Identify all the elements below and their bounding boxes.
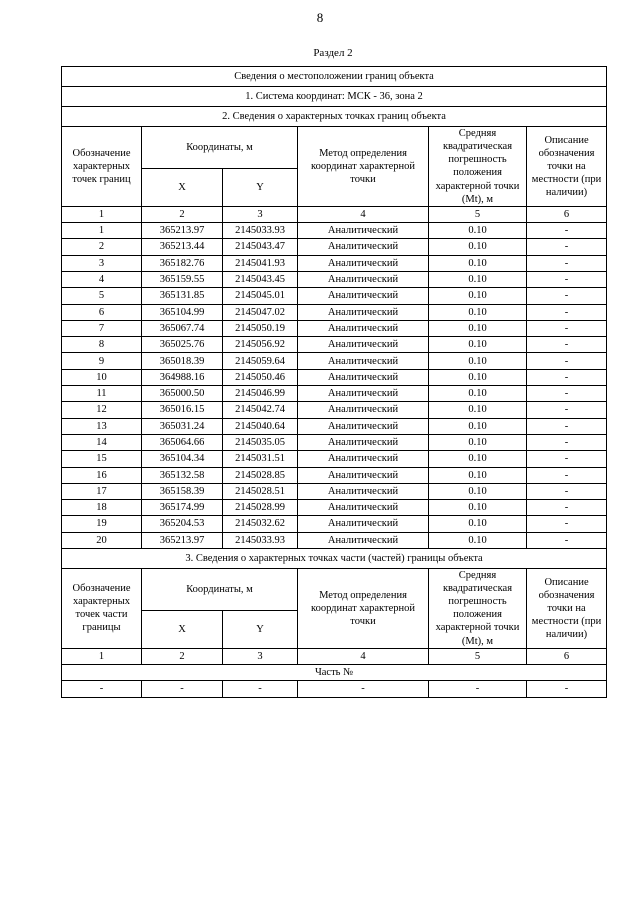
point-method: Аналитический — [298, 483, 429, 499]
table-row — [62, 223, 607, 239]
section-title: Раздел 2 — [313, 47, 353, 59]
point-number: 6 — [62, 304, 142, 320]
parts-header-point: Обозначение характерных точек части границы — [62, 568, 142, 648]
point-description: - — [527, 467, 607, 483]
column-number: 2 — [142, 648, 223, 664]
point-method: Аналитический — [298, 255, 429, 271]
point-x: 365204.53 — [142, 516, 223, 532]
point-method: Аналитический — [298, 337, 429, 353]
point-description: - — [527, 483, 607, 499]
point-x: 365213.44 — [142, 239, 223, 255]
point-description: - — [527, 369, 607, 385]
point-method: Аналитический — [298, 304, 429, 320]
part-empty-row — [62, 681, 607, 697]
header-point: Обозначение характерных точек границ — [62, 127, 142, 207]
point-number: 10 — [62, 369, 142, 385]
point-mt: 0.10 — [429, 467, 527, 483]
point-mt: 0.10 — [429, 532, 527, 548]
point-description: - — [527, 239, 607, 255]
point-method: Аналитический — [298, 239, 429, 255]
point-description: - — [527, 288, 607, 304]
point-x: 365018.39 — [142, 353, 223, 369]
point-method: Аналитический — [298, 271, 429, 287]
point-x: 365000.50 — [142, 386, 223, 402]
header-y: Y — [223, 168, 298, 206]
parts-header-error: Средняя квадратическая погрешность положения характерной точки (Mt), м — [429, 568, 527, 648]
point-x: 365182.76 — [142, 255, 223, 271]
parts-header-method: Метод определения координат характерной точки — [298, 568, 429, 648]
table-row — [62, 467, 607, 483]
point-method: Аналитический — [298, 288, 429, 304]
point-method: Аналитический — [298, 467, 429, 483]
table-row — [62, 255, 607, 271]
point-description: - — [527, 451, 607, 467]
column-number: 1 — [62, 206, 142, 222]
header-error: Средняя квадратическая погрешность положения характерной точки (Mt), м — [429, 127, 527, 207]
parts-header-description: Описание обозначения точки на местности (при наличии) — [527, 568, 607, 648]
point-number: 16 — [62, 467, 142, 483]
point-mt: 0.10 — [429, 223, 527, 239]
point-method: Аналитический — [298, 369, 429, 385]
point-x: 365104.34 — [142, 451, 223, 467]
point-mt: 0.10 — [429, 483, 527, 499]
point-method: Аналитический — [298, 418, 429, 434]
part-cell: - — [223, 681, 298, 697]
part-cell: - — [527, 681, 607, 697]
point-x: 365159.55 — [142, 271, 223, 287]
point-y: 2145028.85 — [223, 467, 298, 483]
point-description: - — [527, 500, 607, 516]
point-mt: 0.10 — [429, 353, 527, 369]
header-coords: Координаты, м — [142, 127, 298, 169]
parts-header-x: X — [142, 610, 223, 648]
point-number: 13 — [62, 418, 142, 434]
point-number: 8 — [62, 337, 142, 353]
page-number: 8 — [316, 10, 324, 25]
point-x: 365067.74 — [142, 320, 223, 336]
point-number: 19 — [62, 516, 142, 532]
point-number: 7 — [62, 320, 142, 336]
point-description: - — [527, 337, 607, 353]
point-mt: 0.10 — [429, 271, 527, 287]
point-description: - — [527, 386, 607, 402]
column-number: 4 — [298, 206, 429, 222]
point-description: - — [527, 304, 607, 320]
point-y: 2145033.93 — [223, 223, 298, 239]
point-description: - — [527, 320, 607, 336]
part-cell: - — [429, 681, 527, 697]
point-method: Аналитический — [298, 223, 429, 239]
table-row — [62, 516, 607, 532]
point-mt: 0.10 — [429, 500, 527, 516]
column-number: 3 — [223, 206, 298, 222]
parts-header-y: Y — [223, 610, 298, 648]
point-y: 2145031.51 — [223, 451, 298, 467]
table-row — [62, 320, 607, 336]
point-description: - — [527, 353, 607, 369]
point-mt: 0.10 — [429, 386, 527, 402]
point-y: 2145046.99 — [223, 386, 298, 402]
point-y: 2145045.01 — [223, 288, 298, 304]
point-y: 2145041.93 — [223, 255, 298, 271]
point-x: 365104.99 — [142, 304, 223, 320]
point-mt: 0.10 — [429, 369, 527, 385]
point-mt: 0.10 — [429, 434, 527, 450]
point-method: Аналитический — [298, 532, 429, 548]
point-x: 365174.99 — [142, 500, 223, 516]
points-section-title: 2. Сведения о характерных точках границ объекта — [62, 107, 607, 127]
point-y: 2145056.92 — [223, 337, 298, 353]
point-description: - — [527, 434, 607, 450]
point-mt: 0.10 — [429, 402, 527, 418]
table-row — [62, 386, 607, 402]
point-y: 2145047.02 — [223, 304, 298, 320]
table-row — [62, 239, 607, 255]
table-row — [62, 369, 607, 385]
point-method: Аналитический — [298, 451, 429, 467]
point-y: 2145040.64 — [223, 418, 298, 434]
point-y: 2145028.99 — [223, 500, 298, 516]
table-row — [62, 288, 607, 304]
header-x: X — [142, 168, 223, 206]
column-number: 6 — [527, 648, 607, 664]
table-row — [62, 451, 607, 467]
table-row — [62, 353, 607, 369]
point-number: 2 — [62, 239, 142, 255]
point-number: 1 — [62, 223, 142, 239]
table-row — [62, 402, 607, 418]
point-number: 9 — [62, 353, 142, 369]
point-description: - — [527, 402, 607, 418]
point-number: 18 — [62, 500, 142, 516]
table-row — [62, 304, 607, 320]
column-numbers-row — [62, 206, 607, 222]
point-mt: 0.10 — [429, 320, 527, 336]
point-mt: 0.10 — [429, 516, 527, 532]
part-label: Часть № — [62, 665, 607, 681]
header-method: Метод определения координат характерной точки — [298, 127, 429, 207]
point-x: 365031.24 — [142, 418, 223, 434]
part-cell: - — [142, 681, 223, 697]
point-x: 365158.39 — [142, 483, 223, 499]
point-number: 4 — [62, 271, 142, 287]
point-x: 365132.58 — [142, 467, 223, 483]
point-description: - — [527, 271, 607, 287]
part-cell: - — [298, 681, 429, 697]
column-number: 1 — [62, 648, 142, 664]
point-description: - — [527, 223, 607, 239]
parts-column-numbers-row — [62, 648, 607, 664]
point-description: - — [527, 532, 607, 548]
column-number: 3 — [223, 648, 298, 664]
table-row — [62, 434, 607, 450]
point-method: Аналитический — [298, 500, 429, 516]
table-row — [62, 337, 607, 353]
point-y: 2145032.62 — [223, 516, 298, 532]
parts-header-coords: Координаты, м — [142, 568, 298, 610]
point-mt: 0.10 — [429, 418, 527, 434]
point-x: 365016.15 — [142, 402, 223, 418]
point-mt: 0.10 — [429, 304, 527, 320]
point-method: Аналитический — [298, 353, 429, 369]
point-mt: 0.10 — [429, 288, 527, 304]
point-x: 365025.76 — [142, 337, 223, 353]
point-number: 5 — [62, 288, 142, 304]
table-row — [62, 483, 607, 499]
point-number: 15 — [62, 451, 142, 467]
point-y: 2145050.19 — [223, 320, 298, 336]
point-x: 365213.97 — [142, 223, 223, 239]
point-number: 3 — [62, 255, 142, 271]
point-y: 2145043.47 — [223, 239, 298, 255]
point-y: 2145042.74 — [223, 402, 298, 418]
parts-section-title: 3. Сведения о характерных точках части (частей) границы объекта — [62, 548, 607, 568]
coord-system: 1. Система координат: МСК - 36, зона 2 — [62, 87, 607, 107]
point-description: - — [527, 516, 607, 532]
point-method: Аналитический — [298, 434, 429, 450]
point-mt: 0.10 — [429, 239, 527, 255]
point-number: 14 — [62, 434, 142, 450]
point-y: 2145059.64 — [223, 353, 298, 369]
point-method: Аналитический — [298, 320, 429, 336]
column-number: 2 — [142, 206, 223, 222]
point-number: 17 — [62, 483, 142, 499]
table-row — [62, 532, 607, 548]
part-cell: - — [62, 681, 142, 697]
point-description: - — [527, 418, 607, 434]
point-method: Аналитический — [298, 402, 429, 418]
point-number: 11 — [62, 386, 142, 402]
point-y: 2145028.51 — [223, 483, 298, 499]
table-title: Сведения о местоположении границ объекта — [62, 67, 607, 87]
point-mt: 0.10 — [429, 451, 527, 467]
point-y: 2145033.93 — [223, 532, 298, 548]
boundaries-table — [61, 66, 607, 698]
table-row — [62, 418, 607, 434]
table-row — [62, 271, 607, 287]
point-mt: 0.10 — [429, 337, 527, 353]
point-x: 364988.16 — [142, 369, 223, 385]
point-mt: 0.10 — [429, 255, 527, 271]
column-number: 5 — [429, 206, 527, 222]
point-x: 365064.66 — [142, 434, 223, 450]
header-description: Описание обозначения точки на местности (при наличии) — [527, 127, 607, 207]
point-y: 2145035.05 — [223, 434, 298, 450]
point-y: 2145050.46 — [223, 369, 298, 385]
point-method: Аналитический — [298, 516, 429, 532]
column-number: 5 — [429, 648, 527, 664]
point-method: Аналитический — [298, 386, 429, 402]
column-number: 6 — [527, 206, 607, 222]
table-row — [62, 500, 607, 516]
point-x: 365131.85 — [142, 288, 223, 304]
column-number: 4 — [298, 648, 429, 664]
point-number: 12 — [62, 402, 142, 418]
point-description: - — [527, 255, 607, 271]
point-x: 365213.97 — [142, 532, 223, 548]
point-number: 20 — [62, 532, 142, 548]
point-y: 2145043.45 — [223, 271, 298, 287]
